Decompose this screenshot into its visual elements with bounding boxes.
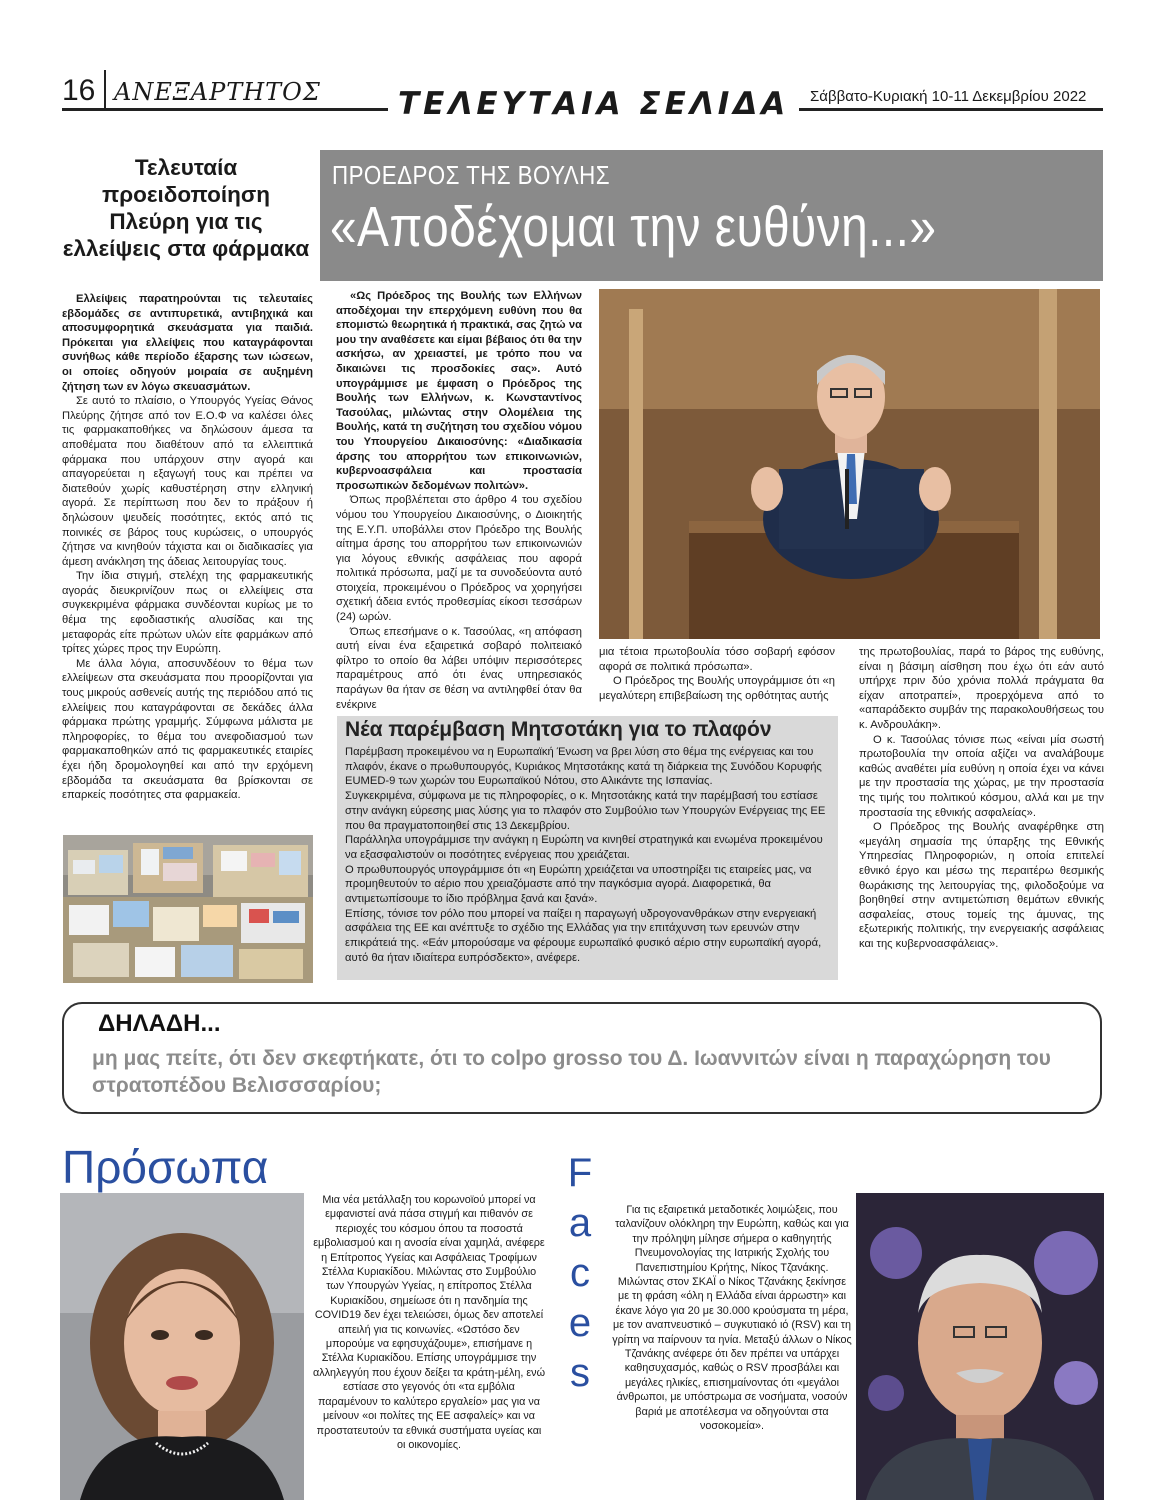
page-number: 16: [62, 74, 96, 107]
tzanakis-text: Για τις εξαιρετικά μεταδοτικές λοιμώξεις, που ταλανίζουν ολόκληρη την Ευρώπη, καθώς και για την πρόληψη μίλησε σήμερα ο καθηγητής Πνευμονολογίας της Ιατρικής Σχολής του Πανεπιστημίου Κρήτης, Νίκος Τζανάκης. Μιλώντας στον ΣΚΑΪ ο Νίκος Τζανάκης ξεκίνησε με τη φράση «όλη η Ελλάδα είναι άρρωστη» και έκανε λόγο για 20 με 30.000 κρούσματα τη μέρα, με τον αναπνευστικό – συγκυτιακό ιό (RSV) και τη γρίπη να παίρνουν τα ηνία. Μεταξύ άλλων ο Νίκος Τζανάκης ανέφερε ότι δεν πρέπει να υπάρχει καθησυχασμός, καθώς ο RSV προσβάλει και μεγάλες ηλικίες, επισημαίνοντας ότι «μεγάλοι άνθρωποι, με υπόστρωμα σε νοσήματα, νοσούν βαριά με αποτέλεσμα να οδηγούνται στα νοσοκομεία».: [612, 1204, 852, 1433]
kyriakidou-photo: [60, 1193, 304, 1500]
tzanakis-photo: [856, 1193, 1104, 1500]
tasoulas-kicker: ΠΡΟΕΔΡΟΣ ΤΗΣ ΒΟΥΛΗΣ: [332, 160, 611, 190]
newspaper-name: ΑΝΕΞΑΡΤΗΤΟΣ: [114, 78, 321, 106]
kyriakidou-text: Μια νέα μετάλλαξη του κορωνοϊού μπορεί να εμφανιστεί ανά πάσα στιγμή και πιθανόν σε περιοχές του κόσμου όπου τα ποσοστά εμβολιασμού και η ανοσία είναι χαμηλά, ανέφερε η Επίτροπος Υγείας και Ασφάλειας Τροφίμων Στέλλα Κυριακίδου. Μιλώντας στο Συμβούλιο των Υπουργών Υγείας, η επίτροπος Στέλλα Κυριακίδου, σημείωσε ότι η πανδημία της COVID19 δεν έχει τελειώσει, όμως δεν αποτελεί απειλή για τις κοινωνίες. «Ωστόσο δεν μπορούμε να εφησυχάζουμε», επισήμανε η Στέλλα Κυριακίδου. Επίσης υπογράμμισε την αλληλεγγύη που έχουν δείξει τα κράτη-μέλη, ενώ εστίασε στο γεγονός ότι «τα εμβόλια παραμένουν το καλύτερο εργαλείο» μας για να μείνουν «οι πολίτες της ΕΕ ασφαλείς» και να προστατευτούν τα εθνικά συστήματα υγείας και οι οικονομίες.: [313, 1194, 546, 1451]
tasoulas-headline: «Αποδέχομαι την ευθύνη...»: [330, 195, 937, 259]
mitsotakis-paragraph: Επίσης, τόνισε τον ρόλο που μπορεί να παίξει η παραγωγή υδρογονανθράκων στην ενεργειακή ασφάλεια της ΕΕ και ανέπτυξε το σχέδιο της Ελλάδας για την επιτάχυνση των ερευνών στην επικράτειά της. «Εάν μπορούσαμε να φέρουμε ευρωπαϊκό φυσικό αέριο στην ευρωπαϊκή αγορά, αυτό θα ήταν ιδιαίτερα ευπρόσδεκτο», ανέφερε.: [345, 907, 822, 964]
pharma-headline: Τελευταία προειδοποίηση Πλεύρη για τις ελλείψεις στα φάρμακα: [62, 155, 310, 261]
mitsotakis-headline: Νέα παρέμβαση Μητσοτάκη για το πλαφόν: [345, 718, 772, 741]
faces-letter: s: [570, 1351, 590, 1395]
faces-letter: F: [567, 1151, 593, 1195]
mitsotakis-paragraph: Παρέμβαση προκειμένου να η Ευρωπαϊκή Ένωση να βρει λύση στο θέμα της ενέργειας και του πλαφόν, έκανε ο πρωθυπουργός, Κυριάκος Μητσοτάκης κατά τη διάρκεια της Συνόδου Κορυφής EUMED-9 των χωρών του Ευρωπαϊκού Νότου, στο Αλικάντε της Ισπανίας.: [345, 746, 822, 788]
mitsotakis-paragraph: Συγκεκριμένα, σύμφωνα με τις πληροφορίες, ο κ. Μητσοτάκης κατά την παρέμβασή του εστίασε στην ανάγκη εύρεσης μιας λύσης για το πλαφόν στο Συμβούλιο των Υπουργών Ενέργειας της ΕΕ που θα πραγματοποιηθεί στις 13 Δεκεμβρίου.: [345, 790, 826, 832]
pharma-article: [62, 292, 313, 803]
diladi-text: μη μας πείτε, ότι δεν σκεφτήκατε, ότι το colpo grosso του Δ. Ιωαννιτών είναι η παραχώρηση του στρατοπέδου Βελισσσαρίου;: [92, 1047, 1051, 1097]
tasoulas-paragraph: Ο κ. Τασούλας τόνισε πως «είναι μία σωστή πρωτοβουλία την οποία αξίζει να αναλάβουμε καθώς αναθέτει μία ευθύνη η οποία έχει να κάνει με την προστασία της χώρας, με την προστασία της τιμής του πολιτικού κόσμου, αλλά και με την προστασία της εθνικής ασφαλείας».: [859, 733, 1104, 819]
tasoulas-paragraph: Ο Πρόεδρος της Βουλής υπογράμμισε ότι «η μεγαλύτερη επιβεβαίωση της ορθότητας αυτής: [599, 675, 835, 702]
header-separator: [104, 70, 106, 110]
tasoulas-lead: «Ως Πρόεδρος της Βουλής των Ελλήνων αποδέχομαι την επερχόμενη ευθύνη που θα επομιστώ θεωρητικά ή πρακτικά, σας ζητώ να μου την αναθέσετε και είμαι βέβαιος ότι θα την ασκήσω, αν χρειαστεί, με τρόπο που να δικαιώνει τις προσδοκίες σας». Αυτό υπογράμμισε με έμφαση ο Πρόεδρος της Βουλής των Ελλήνων, κ. Κωνσταντίνος Τασούλας, μιλώντας στην Ολομέλεια της Βουλής, κατά τη συζήτηση του σχεδίου νόμου του Υπουργείου Δικαιοσύνης: «Διαδικασία άρσης του απορρήτου των επικοινωνιών, κυβερνοασφάλεια και προστασία προσωπικών δεδομένων πολιτών».: [336, 290, 582, 492]
issue-date: Σάββατο-Κυριακή 10-11 Δεκεμβρίου 2022: [810, 88, 1087, 105]
faces-letter: e: [568, 1301, 592, 1345]
tasoulas-paragraph: Όπως προβλέπεται στο άρθρο 4 του σχεδίου νόμου του Υπουργείου Δικαιοσύνης, ο Διοικητής της Ε.Υ.Π. υποβάλλει στον Πρόεδρο της Βουλής αίτημα άρσης του απορρήτου των επικοινωνιών για λόγους εθνικής ασφάλειας που αφορά πολιτικά πρόσωπα, μαζί με τα συνοδεύοντα αυτό στοιχεία, προκειμένου ο Πρόεδρος να χορηγήσει σχετική άδεια εντός προθεσμίας είκοσι τεσσάρων (24) ωρών.: [336, 494, 582, 624]
tasoulas-article-col1: [336, 289, 582, 712]
mitsotakis-paragraph: Ο πρωθυπουργός υπογράμμισε ότι «η Ευρώπη χρειάζεται να υποστηρίξει τις εταιρείες μας, να προμηθευτούν το αέριο που χρειαζόμαστε από την παγκόσμια αγορά. Διαφορετικά, θα αντιμετωπίσουμε το ίδιο πρόβλημα ξανά και ξανά».: [345, 863, 812, 906]
tasoulas-photo: [599, 289, 1100, 639]
mitsotakis-article: [345, 745, 831, 966]
tasoulas-article-col2: [599, 645, 835, 703]
pharma-paragraph: Με άλλα λόγια, αποσυνδέουν το θέμα των ελλείψεων στα σκευάσματα που προορίζονται για τους μικρούς ασθενείς αυτής της περιόδου από τις ελλείψεις που καταγράφονται σε δεκάδες άλλα φάρμακα πρώτης γραμμής. Σύμφωνα μάλιστα με πληροφορίες, το θέμα του ανεφοδιασμού των φαρμακαποθηκών από τις φαρμακευτικές εταιρίες έχει ήδη δρομολογηθεί και από την ερχόμενη εβδομάδα τα σκευάσματα θα βρίσκονται σε επαρκείς ποσότητες στα φαρμακεία.: [62, 657, 313, 802]
pharma-paragraph: Την ίδια στιγμή, στελέχη της φαρμακευτικής αγοράς διευκρινίζουν πως οι ελλείψεις στα συγκεκριμένα φάρμακα συνδέονται κυρίως με το θέμα της εφοδιαστικής αλυσίδας και της μεταφοράς είτε πρώτων υλών είτε φαρμάκων από τρίτες χώρες προς την Ευρώπη.: [62, 570, 313, 656]
tasoulas-paragraph: της πρωτοβουλίας, παρά το βάρος της ευθύνης, είναι η βάσιμη αίσθηση που έχω ότι εάν αυτό υπήρχε πριν δύο χρόνια πολλά πράγματα θα είχαν αποτραπεί», προερχόμενα από το «απαράδεκτο συμβάν της παρακολουθήσεως του κ. Ανδρουλάκη».: [859, 646, 1104, 731]
pharma-lead: Ελλείψεις παρατηρούνται τις τελευταίες εβδομάδες σε αντιπυρετικά, αντιβηχικά και αποσυμφορητικά σκευάσματα για παιδιά. Πρόκειται για ελλείψεις που καταγράφονται συνήθως κάθε περίοδο έξαρσης των ιώσεων, οι οποίες οδηγούν μοιραία σε αυξημένη ζήτηση των εν λόγω σκευασμάτων.: [62, 293, 313, 393]
tasoulas-paragraph: Ο Πρόεδρος της Βουλής αναφέρθηκε στη «μεγάλη σημασία της ύπαρξης της Εθνικής Υπηρεσίας Πληροφοριών, η οποία επιτελεί εθνικό έργο και μέσω της περαιτέρω θεσμικής θωράκισης της λειτουργίας της, φιλοδοξούμε να βοηθηθεί στην αντιμετώπιση θεμάτων εθνικής ασφαλείας, στους τομείς της άμυνας, της εξωτερικής πολιτικής, την ενεργειακής ασφάλειας και της κυβερνοασφάλειας».: [859, 821, 1104, 950]
faces-letter: c: [570, 1251, 590, 1295]
pharma-paragraph: Σε αυτό το πλαίσιο, ο Υπουργός Υγείας Θάνος Πλεύρης ζήτησε από τον Ε.Ο.Φ να καλέσει όλες τις φαρμακαποθήκες να δηλώσουν άμεσα τα αποθέματα που διαθέτουν από τα ελλειπτικά φάρμακα που υπάρχουν στην αγορά και απαγορεύεται η εξαγωγή τους και πρέπει να διατεθούν χωρίς καθυστέρηση στην ελληνική αγορά. Σε περίπτωση που δεν το πράξουν ή δηλώσουν ψευδείς ποσότητες, εκτός από τις ποινικές σε βάρος τους κυρώσεις, ο υπουργός ζήτησε να κινηθούν τάχιστα και οι διαδικασίες για άμεση ανάκληση της άδειας λειτουργίας τους.: [62, 395, 313, 568]
faces-section-title: Πρόσωπα: [62, 1141, 269, 1193]
faces-vertical-label: [560, 1148, 600, 1398]
faces-letter: a: [568, 1201, 592, 1245]
tasoulas-paragraph: Όπως επεσήμανε ο κ. Τασούλας, «η απόφαση αυτή είναι ένα εξαιρετικά σοβαρό πολιτειακό φίλτρο το οποίο θα λάβει υπόψιν περισσότερες παραμέτρους από ότι ένας υπηρεσιακός παράγων θα ήταν σε θέση να αντιληφθεί όταν θα ενέκρινε: [336, 625, 582, 711]
section-title: ΤΕΛΕΥΤΑΙΑ ΣΕΛΙΔΑ: [388, 86, 799, 122]
tasoulas-article-col3: [859, 645, 1104, 951]
mitsotakis-paragraph: Παράλληλα υπογράμμισε την ανάγκη η Ευρώπη να κινηθεί στρατηγικά και ενωμένα προκειμένου να εξασφαλιστούν οι ποσότητες ενέργειας που χρειάζεται.: [345, 834, 823, 861]
medicine-boxes-photo: [63, 835, 313, 983]
tasoulas-paragraph: μια τέτοια πρωτοβουλία τόσο σοβαρή εφόσον αφορά σε πολιτικά πρόσωπα».: [599, 646, 835, 673]
diladi-title: ΔΗΛΑΔΗ...: [92, 1010, 227, 1038]
